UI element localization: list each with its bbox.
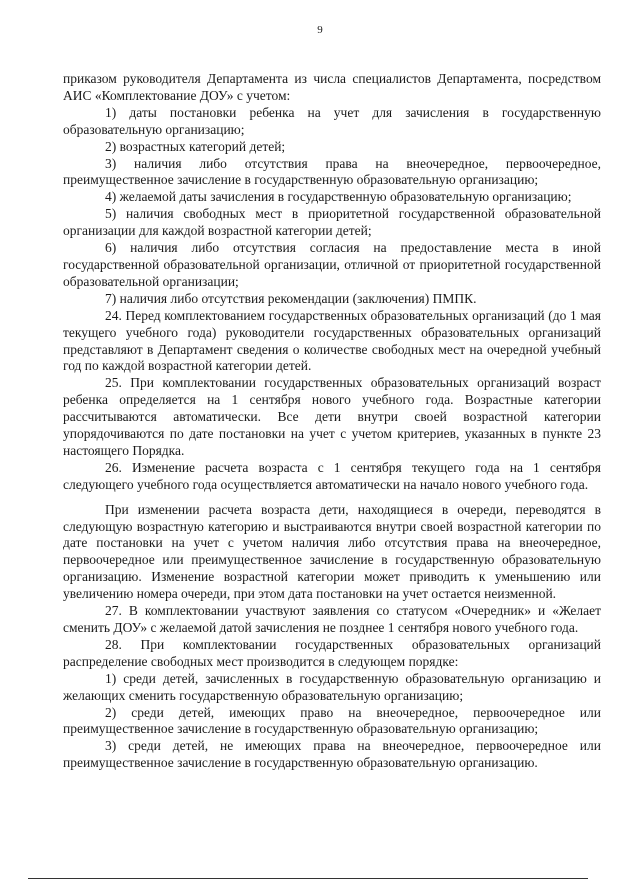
page-number: 9: [317, 24, 323, 36]
list-item-5: 5) наличия свободных мест в приоритетной государственной образовательной организации для каждой возрастной категории детей;: [63, 206, 601, 239]
document-body: [63, 71, 601, 772]
clause-28-item-2: 2) среди детей, имеющих право на внеочередное, первоочередное или преимущественное зачисление в государственную образовательную организацию;: [63, 704, 601, 737]
list-item-7: 7) наличия либо отсутствия рекомендации (заключения) ПМПК.: [105, 290, 477, 306]
clause-27: 27. В комплектовании участвуют заявления со статусом «Очередник» и «Желает сменить ДОУ» с желаемой датой зачисления не позднее 1 сентября нового учебного года.: [63, 603, 601, 635]
clause-28: 28. При комплектовании государственных образовательных организаций распределение свободных мест производится в следующем порядке:: [63, 636, 601, 669]
clause-25: 25. При комплектовании государственных образовательных организаций возраст ребенка определяется на 1 сентября нового учебного года. Возрастные категории рассчитываются автоматически. Все дети внутри своей возрастной категории упорядочиваются по дате постановки на учет с учетом критериев, указанных в пункте 23 настоящего Порядка.: [63, 375, 601, 458]
list-item-3: 3) наличия либо отсутствия права на внеочередное, первоочередное, преимущественное зачисление в государственную образовательную организацию;: [63, 155, 601, 188]
paragraph-intro: приказом руководителя Департамента из числа специалистов Департамента, посредством АИС «Комплектование ДОУ» с учетом:: [63, 71, 601, 103]
list-item-2: 2) возрастных категорий детей;: [105, 138, 286, 154]
list-item-4: 4) желаемой даты зачисления в государственную образовательную организацию;: [105, 189, 572, 205]
clause-26-continuation: При изменении расчета возраста дети, находящиеся в очереди, переводятся в следующую возрастную категорию и выстраиваются внутри своей возрастной категории по дате постановки на учет с учетом наличия либо отсутствия права на внеочередное, первоочередное или преимущественное зачисление в государственную образовательную организацию. Изменение возрастной категории может приводить к уменьшению или увеличению номера очереди, при этом дата постановки на учет остается неизменной.: [63, 501, 601, 602]
clause-28-item-3: 3) среди детей, не имеющих права на внеочередное, первоочередное или преимущественное зачисление в государственную образовательную организацию.: [63, 738, 601, 771]
clause-24: 24. Перед комплектованием государственных образовательных организаций (до 1 мая текущего учебного года) руководители государственных образовательных организаций представляют в Департамент сведения о количестве свободных мест на очередной учебный год по каждой возрастной категории детей.: [63, 307, 601, 374]
clause-28-item-1: 1) среди детей, зачисленных в государственную образовательную организацию и желающих сменить государственную образовательную организацию;: [63, 670, 601, 703]
list-item-1: 1) даты постановки ребенка на учет для зачисления в государственную образовательную организацию;: [63, 104, 601, 137]
clause-26: 26. Изменение расчета возраста с 1 сентября текущего года на 1 сентября следующего учебного года осуществляется автоматически на начало нового учебного года.: [63, 459, 601, 492]
footer-divider: [28, 878, 588, 879]
list-item-6: 6) наличия либо отсутствия согласия на предоставление места в иной государственной образовательной организации, отличной от приоритетной государственной образовательной организации;: [63, 240, 601, 289]
